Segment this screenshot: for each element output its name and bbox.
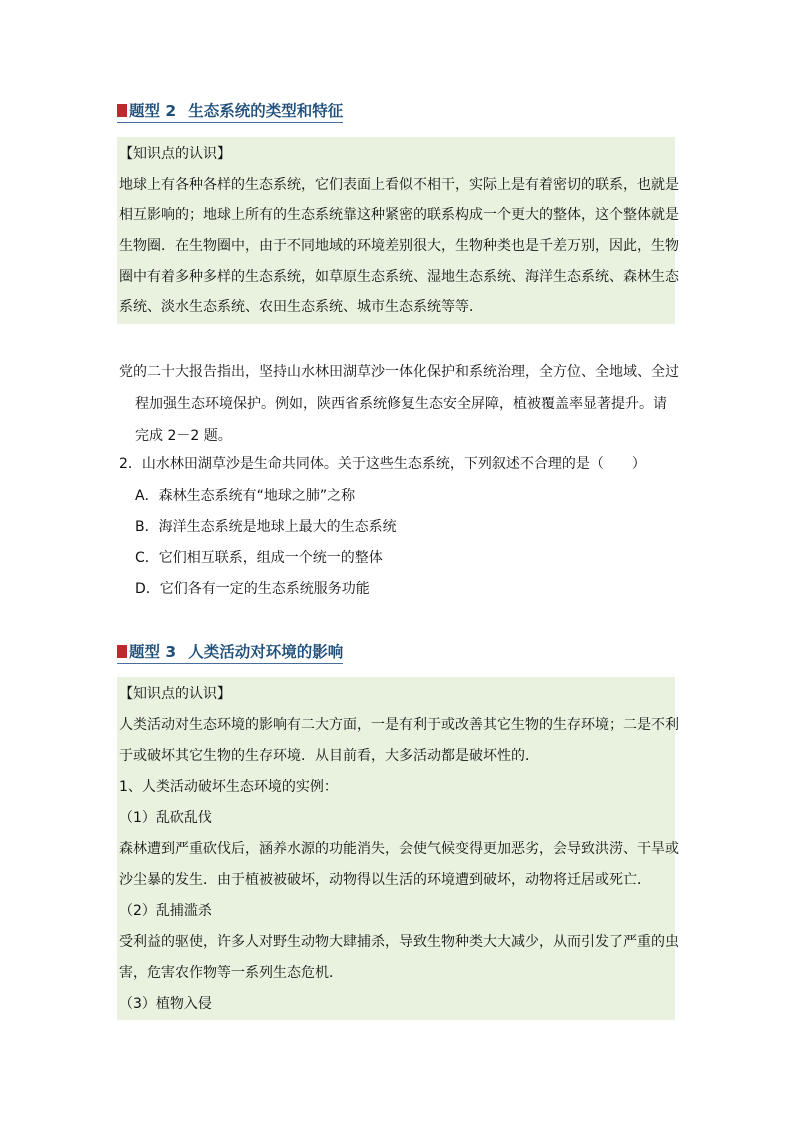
- knowledge-line: 沙尘暴的发生．由于植被被破坏，动物得以生活的环境遭到破坏，动物将迁居或死亡．: [119, 872, 651, 888]
- section-heading-3: [117, 640, 343, 664]
- knowledge-box-2: [117, 137, 679, 324]
- option-a: A．森林生态系统有“地球之肺”之称: [135, 488, 356, 504]
- knowledge-label: 【知识点的认识】: [119, 146, 231, 162]
- knowledge-line: 于或破坏其它生物的生存环境．从目前看，大多活动都是破坏性的．: [119, 748, 539, 764]
- knowledge-line: （2）乱捕滥杀: [119, 903, 212, 919]
- knowledge-line: 相互影响的；地球上所有的生态系统靠这种紧密的联系构成一个更大的整体，这个整体就是: [119, 207, 679, 223]
- knowledge-line: 人类活动对生态环境的影响有二大方面，一是有利于或改善其它生物的生存环境；二是不利: [119, 717, 679, 733]
- heading-title: 生态系统的类型和特征: [188, 102, 344, 120]
- heading-number: 题型 3: [129, 643, 177, 661]
- knowledge-label: 【知识点的认识】: [119, 686, 231, 702]
- knowledge-line: 森林遭到严重砍伐后，涵养水源的功能消失，会使气候变得更加恶劣，会导致洪涝、干旱或: [119, 841, 679, 857]
- question-stem: 2．山水林田湖草沙是生命共同体。关于这些生态系统，下列叙述不合理的是（ ）: [119, 456, 646, 472]
- knowledge-line: 受利益的驱使，许多人对野生动物大肆捕杀，导致生物种类大大减少，从而引发了严重的虫: [119, 934, 679, 950]
- option-d: D．它们各有一定的生态系统服务功能: [135, 581, 370, 597]
- heading-marker-icon: [117, 104, 127, 117]
- knowledge-line: 1、人类活动破坏生态环境的实例：: [119, 779, 338, 795]
- knowledge-line: 地球上有各种各样的生态系统，它们表面上看似不相干，实际上是有着密切的联系，也就是: [119, 177, 679, 193]
- heading-title: 人类活动对环境的影响: [188, 643, 344, 661]
- passage-line: 程加强生态环境保护。例如，陕西省系统修复生态安全屏障，植被覆盖率显著提升。请: [135, 396, 667, 412]
- section-heading-2: [117, 99, 343, 123]
- knowledge-line: 圈中有着多种多样的生态系统，如草原生态系统、湿地生态系统、海洋生态系统、森林生态: [119, 269, 679, 285]
- knowledge-box-3: [117, 677, 679, 1020]
- passage-line: 党的二十大报告指出，坚持山水林田湖草沙一体化保护和系统治理，全方位、全地域、全过: [119, 364, 679, 380]
- option-c: C．它们相互联系，组成一个统一的整体: [135, 550, 383, 566]
- passage-line: 完成 2－2 题。: [135, 428, 232, 444]
- knowledge-line: （3）植物入侵: [119, 996, 212, 1012]
- knowledge-line: 系统、淡水生态系统、农田生态系统、城市生态系统等等．: [119, 299, 483, 315]
- knowledge-line: （1）乱砍乱伐: [119, 810, 212, 826]
- option-b: B．海洋生态系统是地球上最大的生态系统: [135, 519, 397, 535]
- heading-number: 题型 2: [129, 102, 177, 120]
- knowledge-line: 害，危害农作物等一系列生态危机．: [119, 965, 343, 981]
- knowledge-line: 生物圈．在生物圈中，由于不同地域的环境差别很大，生物种类也是千差万别，因此，生物: [119, 238, 679, 254]
- heading-marker-icon: [117, 645, 127, 658]
